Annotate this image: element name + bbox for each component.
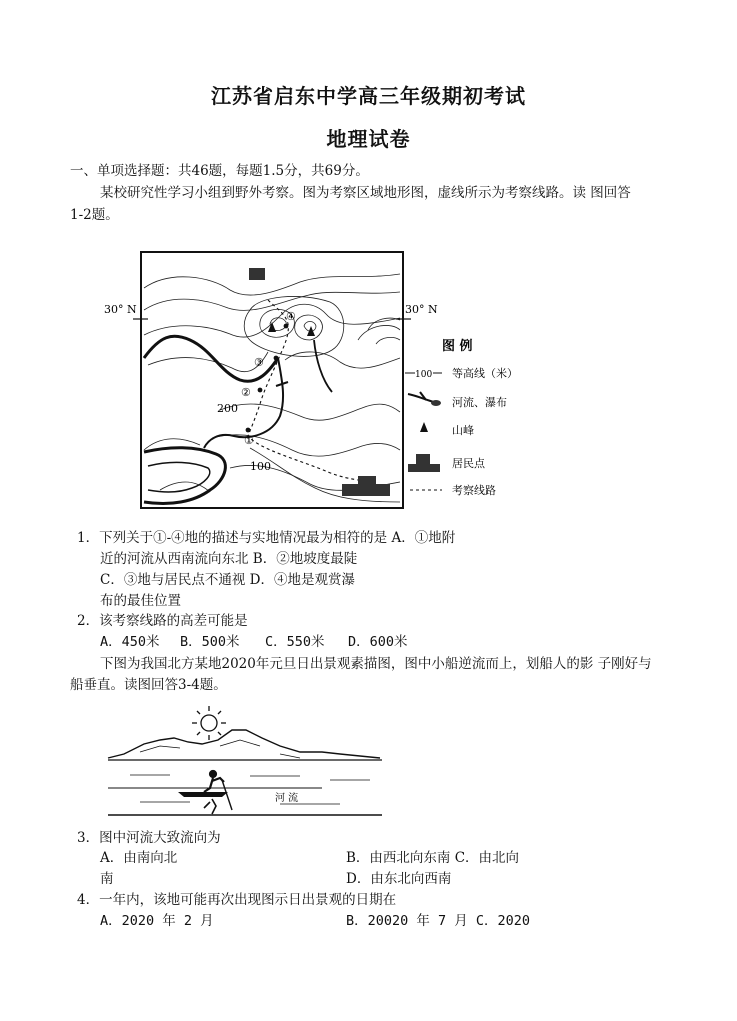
point-4-label: ④	[286, 310, 296, 323]
legend-contour-value: 100	[415, 370, 433, 380]
lat-label-right: 30° N	[405, 303, 438, 316]
contour-label-200: 200	[217, 402, 238, 415]
legend-title: 图 例	[442, 339, 473, 354]
q4-option-b-c: B．20020 年 7 月 C．2020	[346, 913, 531, 929]
q1-line-4: 布的最佳位置	[100, 593, 181, 609]
legend-route-text: 考察线路	[452, 484, 496, 497]
point-1-dot	[246, 428, 251, 433]
q3-stem: 3．图中河流大致流向为	[77, 830, 221, 846]
q1-line-3: C．③地与居民点不通视 D．④地是观赏瀑	[100, 572, 355, 588]
q2-stem: 2．该考察线路的高差可能是	[77, 613, 248, 629]
q2-option-d: D．600米	[348, 634, 408, 650]
sun-icon	[192, 706, 226, 740]
boat	[178, 792, 228, 797]
legend-lake-icon	[431, 400, 441, 406]
q3-option-d: D．由东北向西南	[346, 871, 452, 887]
legend-peak-text: 山峰	[452, 424, 474, 437]
lat-label-left: 30° N	[104, 303, 137, 316]
q2-option-b: B．500米	[180, 634, 240, 650]
legend-settlement-text: 居民点	[452, 457, 485, 470]
sunrise-sketch	[100, 700, 440, 825]
q1-line-1: 1．下列关于①-④地的描述与实地情况最为相符的是 A．①地附	[77, 530, 456, 546]
point-1-label: ①	[244, 434, 254, 447]
sketch-river-label: 河 流	[275, 793, 299, 804]
q3-option-a: A．由南向北	[100, 850, 178, 866]
contour-label-100: 100	[250, 460, 271, 473]
topographic-map	[100, 240, 540, 512]
q4-stem: 4．一年内，该地可能再次出现图示日出景观的日期在	[77, 892, 397, 908]
point-2-dot	[258, 388, 263, 393]
q2-option-c: C．550米	[265, 634, 325, 650]
q3-option-c-continued: 南	[100, 871, 114, 887]
legend-settlement-icon	[408, 454, 440, 472]
intro-2-line-b: 船垂直。读图回答3-4题。	[70, 677, 227, 693]
legend-contour-text: 等高线（米）	[452, 367, 518, 380]
exam-subtitle: 地理试卷	[326, 127, 411, 151]
intro-1-line-a: 某校研究性学习小组到野外考察。图为考察区域地形图，虚线所示为考察线路。读 图回答	[100, 185, 631, 201]
point-3-label: ③	[254, 356, 264, 369]
section-heading: 一、单项选择题：共46题，每题1.5分，共69分。	[70, 163, 369, 179]
q4-option-a: A．2020 年 2 月	[100, 913, 214, 929]
point-2-label: ②	[241, 386, 251, 399]
mountain-shading	[140, 740, 300, 758]
mountain-ridge	[108, 730, 380, 758]
legend-peak-icon	[420, 422, 428, 432]
rower-shadow	[204, 799, 216, 814]
point-3-dot	[274, 356, 279, 361]
q1-line-2: 近的河流从西南流向东北 B．②地坡度最陡	[100, 551, 358, 567]
point-4-dot	[284, 324, 289, 329]
exam-title: 江苏省启东中学高三年级期初考试	[211, 84, 526, 108]
legend-river-text: 河流、瀑布	[452, 396, 507, 409]
legend-river-icon	[408, 394, 434, 402]
intro-1-line-b: 1-2题。	[70, 207, 119, 223]
q3-option-b-c: B．由西北向东南 C．由北向	[346, 850, 520, 866]
map-frame	[141, 252, 403, 508]
q2-option-a: A．450米	[100, 634, 160, 650]
settlement-north	[249, 268, 265, 280]
intro-2-line-a: 下图为我国北方某地2020年元旦日出景观素描图，图中小船逆流而上，划船人的影 子刚好与	[100, 656, 652, 672]
water-ripples	[130, 775, 370, 804]
